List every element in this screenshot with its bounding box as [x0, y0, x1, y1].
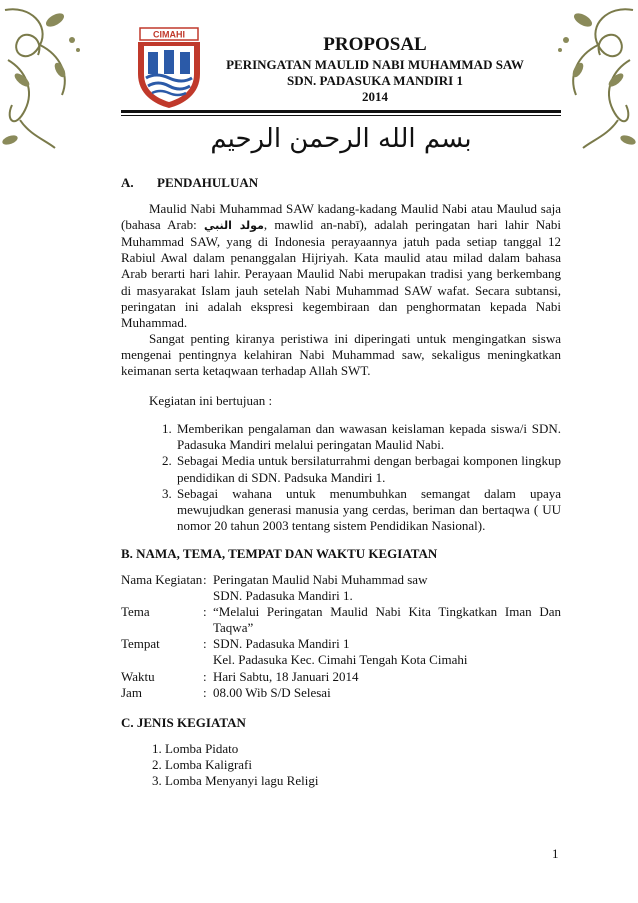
section-b-title: B. NAMA, TEMA, TEMPAT DAN WAKTU KEGIATAN [121, 545, 438, 561]
page-number: 1 [552, 846, 559, 861]
activity-type-item: 1. Lomba Pidato [165, 741, 561, 757]
intro-p1-arabic: مولد النبي [203, 219, 264, 233]
detail-key: Tempat [121, 636, 160, 652]
header-line-3: 2014 [362, 89, 388, 104]
intro-paragraph-1 [121, 201, 561, 331]
detail-sep: : [203, 571, 207, 587]
cimahi-logo [126, 26, 212, 110]
intro-p1-before: Maulid Nabi Muhammad SAW kadang-kadang Maulid Nabi atau Maulud saja (bahasa Arab: [121, 201, 561, 233]
floral-ornament-left [0, 0, 98, 150]
section-a-title: PENDAHULUAN [157, 175, 259, 190]
section-a-heading [121, 175, 561, 191]
goal-item: 1. Memberikan pengalaman dan wawasan keislaman kepada siswa/i SDN. Padasuka Mandiri melalui peringatan Maulid Nabi. [175, 421, 561, 453]
detail-sep: : [203, 668, 207, 684]
detail-key: Jam [121, 684, 142, 700]
detail-sep: : [203, 636, 207, 652]
detail-value: Hari Sabtu, 18 Januari 2014 [213, 668, 359, 684]
detail-value: 08.00 Wib S/D Selesai [213, 684, 331, 700]
detail-sep: : [203, 604, 207, 620]
intro-paragraph-2: Sangat penting kiranya peristiwa ini diperingati untuk mengingatkan siswa mengenai pentingnya kelahiran Nabi Muhammad saw, sekaligus meningkatkan keimanan serta ketaqwaan terhadap Allah SWT. [121, 330, 561, 379]
activity-type-item: 2. Lomba Kaligrafi [165, 757, 561, 773]
svg-text:CIMAHI: CIMAHI [153, 29, 185, 40]
goals-list [121, 421, 561, 534]
activity-details [121, 572, 561, 701]
header-line-2: SDN. PADASUKA MANDIRI 1 [287, 73, 463, 88]
detail-key: Waktu [121, 668, 155, 684]
detail-sep: : [203, 684, 207, 700]
header-line-1: PERINGATAN MAULID NABI MUHAMMAD SAW [226, 57, 524, 72]
header-divider [121, 110, 561, 116]
intro-p1-after: , mawlid an-nabī), adalah peringatan hari lahir Nabi Muhammad SAW, yang di Indonesia perayaannya jatuh pada setiap tanggal 12 Rabiul Awal dalam penanggalan Hijriyah. Kata maulid atau milad dalam bahasa Arab berarti hari lahir. Perayaan Maulid Nabi merupakan tradisi yang berkembang di masyarakat Islam jauh setelah Nabi Muhammad SAW wafat. Secara subtansi, peringatan ini adalah ekspresi kegembiraan dan penghormatan kepada Nabi Muhammad. [121, 217, 561, 330]
goal-item: 2. Sebagai Media untuk bersilaturrahmi dengan berbagai komponen lingkup pendidikan di SDN. Padsuka Mandiri 1. [175, 453, 561, 485]
detail-value: Peringatan Maulid Nabi Muhammad saw SDN. Padasuka Mandiri 1. [213, 571, 428, 604]
section-a-number: A. [121, 175, 134, 190]
detail-value: “Melalui Peringatan Maulid Nabi Kita Tingkatkan Iman Dan Taqwa” [213, 604, 561, 636]
document-body [121, 168, 561, 789]
detail-key: Tema [121, 604, 150, 620]
bismillah: بسم الله الرحمن الرحيم [210, 124, 472, 154]
detail-value: SDN. Padasuka Mandiri 1 Kel. Padasuka Kec. Cimahi Tengah Kota Cimahi [213, 636, 468, 668]
activity-type-item: 3. Lomba Menyanyi lagu Religi [165, 773, 561, 789]
goals-lead: Kegiatan ini bertujuan : [149, 393, 273, 409]
section-c-title: C. JENIS KEGIATAN [121, 714, 246, 730]
detail-key: Nama Kegiatan [121, 571, 203, 587]
goal-item: 3. Sebagai wahana untuk menumbuhkan semangat dalam upaya mewujudkan generasi manusia yang cerdas, beriman dan bertaqwa ( UU nomor 20 tahun 2003 tentang sistem Pendidikan Nasional). [175, 486, 561, 534]
document-header [210, 33, 540, 105]
document-title: PROPOSAL [323, 34, 427, 55]
activity-types-list [121, 741, 561, 789]
